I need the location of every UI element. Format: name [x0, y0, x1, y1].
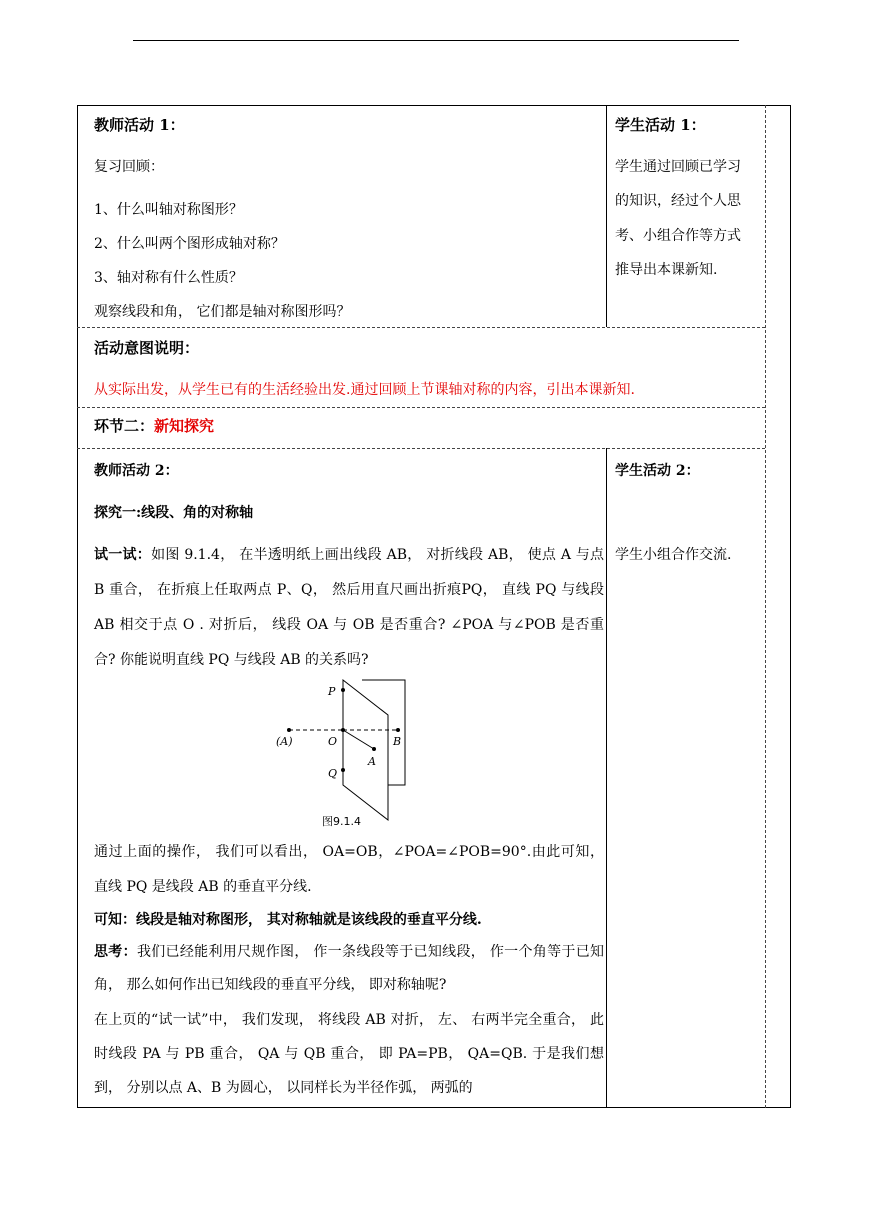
- student-1-line-3: 考、小组合作等方式: [615, 228, 741, 244]
- figure-caption: 图9.1.4: [322, 815, 361, 828]
- think-text: 我们已经能利用尺规作图， 作一条线段等于已知线段， 作一个角等于已知角， 那么如何作出已知线段的垂直平分线， 即对称轴呢?: [94, 944, 605, 993]
- header-rule: [133, 40, 739, 41]
- student-2-text: 学生小组合作交流.: [615, 547, 732, 563]
- question-2: 2、什么叫两个图形成轴对称？: [94, 236, 285, 252]
- teacher-activity-2-title: 教师活动 2：: [94, 463, 179, 479]
- column-divider-2: [606, 448, 607, 1108]
- right-margin-line: [765, 105, 766, 1108]
- row-divider-1: [77, 327, 765, 328]
- section-2-heading: [94, 416, 214, 436]
- observe-question: 观察线段和角， 它们都是轴对称图形吗？: [94, 304, 351, 320]
- conclusion-text: 可知：线段是轴对称图形， 其对称轴就是该线段的垂直平分线.: [94, 912, 482, 928]
- student-activity-2-title: 学生活动 2：: [615, 463, 700, 479]
- label-q: Q: [328, 767, 338, 780]
- section-2-name: 新知探究: [154, 417, 215, 435]
- section-2-prefix: 环节二：: [94, 417, 155, 435]
- student-1-line-1: 学生通过回顾已学习: [615, 159, 741, 175]
- explore-heading: 探究一:线段、角的对称轴: [94, 505, 254, 521]
- label-p: P: [328, 685, 336, 698]
- row-divider-3: [77, 448, 765, 449]
- point-q: [341, 768, 345, 772]
- figure-9-1-4: [270, 675, 420, 835]
- point-o: [341, 728, 345, 732]
- review-label: 复习回顾：: [94, 159, 164, 175]
- label-a: A: [368, 755, 376, 768]
- student-activity-1-title: 学生活动 1：: [615, 116, 706, 134]
- label-o: O: [328, 735, 338, 748]
- think-paragraph: [94, 936, 604, 1002]
- column-divider-1: [606, 105, 607, 327]
- result-paragraph: 通过上面的操作， 我们可以看出， OA=OB，∠POA=∠POB=90°.由此可知， 直线 PQ 是线段 AB 的垂直平分线.: [94, 844, 604, 895]
- teacher-activity-1-title: 教师活动 1：: [94, 116, 185, 134]
- point-a-original: [287, 728, 291, 732]
- folded-paper-back: [362, 680, 405, 785]
- try-label: 试一试：: [94, 547, 152, 563]
- label-b: B: [393, 735, 402, 748]
- try-paragraph: [94, 538, 604, 678]
- intent-text: 从实际出发，从学生已有的生活经验出发.通过回顾上节课轴对称的内容，引出本课新知.: [94, 382, 635, 398]
- point-b: [396, 728, 400, 732]
- question-3: 3、轴对称有什么性质？: [94, 270, 243, 286]
- student-1-line-2: 的知识，经过个人思: [615, 193, 741, 209]
- folded-paper-front: [343, 680, 388, 820]
- intent-title: 活动意图说明：: [94, 339, 200, 357]
- row-divider-2: [77, 407, 765, 408]
- point-a: [372, 747, 376, 751]
- segment-o-a: [343, 730, 374, 749]
- more-paragraph: 在上页的“试一试”中， 我们发现， 将线段 AB 对折， 左、 右两半完全重合， 此时线段 PA 与 PB 重合， QA 与 QB 重合， 即 PA=PB， QA=QB. 于是我们想到， 分别以点 A、B 为圆心， 以同样长为半径作弧， 两弧的: [94, 1012, 604, 1096]
- student-1-line-4: 推导出本课新知.: [615, 262, 718, 278]
- point-p: [341, 688, 345, 692]
- question-1: 1、什么叫轴对称图形？: [94, 202, 243, 218]
- try-text: 如图 9.1.4， 在半透明纸上画出线段 AB， 对折线段 AB， 使点 A 与点 B 重合， 在折痕上任取两点 P、Q， 然后用直尺画出折痕PQ， 直线 PQ 与线段 AB 相交于点 O . 对折后， 线段 OA 与 OB 是否重合? ∠POA 与∠POB 是否重合? 你能说明直线 PQ 与线段 AB 的关系吗?: [94, 547, 605, 668]
- think-label: 思考：: [94, 944, 137, 960]
- label-a-paren: (A): [276, 735, 293, 748]
